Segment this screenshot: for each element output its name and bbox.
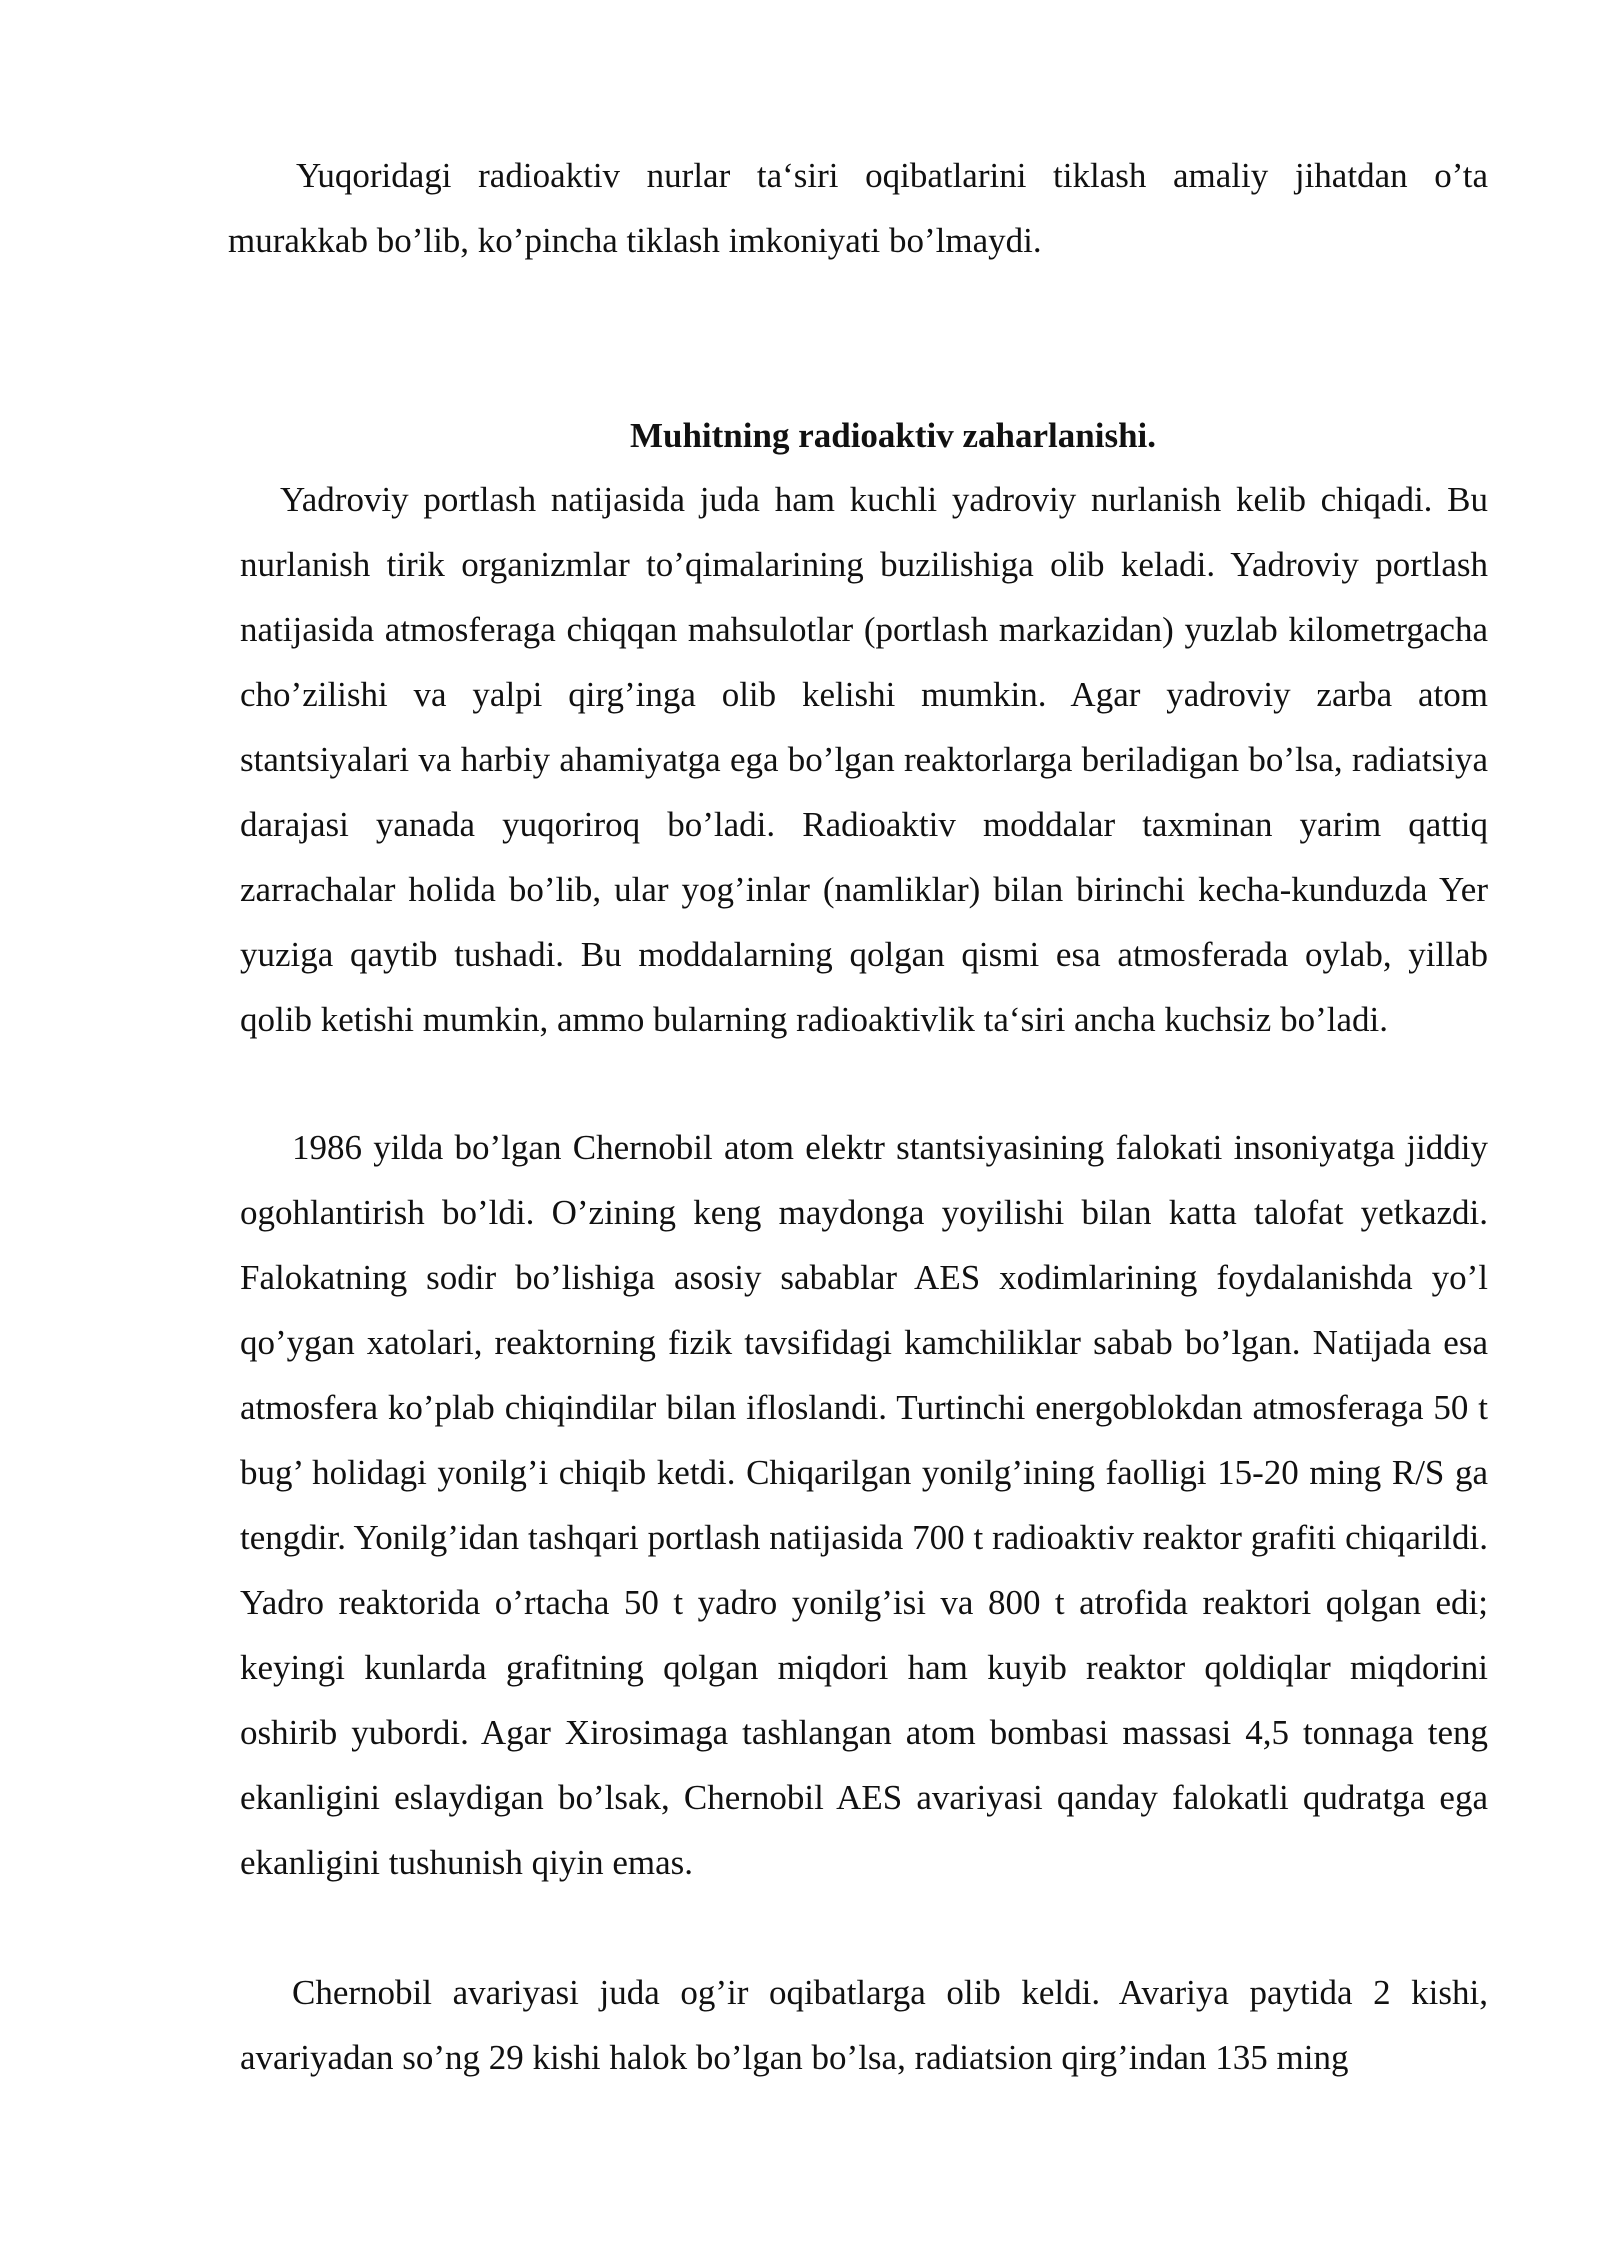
- paragraph-intro: Yuqoridagi radioaktiv nurlar ta‘siri oqibatlarini tiklash amaliy jihatdan o’ta murakkab bo’lib, ko’pincha tiklash imkoniyati bo’lmaydi.: [228, 156, 1488, 260]
- paragraph-chernobil-consequences: Chernobil avariyasi juda og’ir oqibatlarga olib keldi. Avariya paytida 2 kishi, avariyadan so’ng 29 kishi halok bo’lgan bo’lsa, radiatsion qirg’indan 135 ming: [240, 1973, 1488, 2077]
- section-heading: Muhitning radioaktiv zaharlanishi.: [629, 416, 1157, 455]
- paragraph-chernobil-1986: 1986 yilda bo’lgan Chernobil atom elektr stantsiyasining falokati insoniyatga jiddiy ogohlantirish bo’ldi. O’zining keng maydonga yoyilishi bilan katta talofat yetkazdi. Falokatning sodir bo’lishiga asosiy sabablar AES xodimlarining foydalanishda yo’l qo’ygan xatolari, reaktorning fizik tavsifidagi kamchiliklar sabab bo’lgan. Natijada esa atmosfera ko’plab chiqindilar bilan ifloslandi. Turtinchi energoblokdan atmosferaga 50 t bug’ holidagi yonilg’i chiqib ketdi. Chiqarilgan yonilg’ining faolligi 15-20 ming R/S ga tengdir. Yonilg’idan tashqari portlash natijasida 700 t radioaktiv reaktor grafiti chiqarildi. Yadro reaktorida o’rtacha 50 t yadro yonilg’isi va 800 t atrofida reaktori qolgan edi; keyingi kunlarda grafitning qolgan miqdori ham kuyib reaktor qoldiqlar miqdorini oshirib yubordi. Agar Xirosimaga tashlangan atom bombasi massasi 4,5 tonnaga teng ekanligini eslaydigan bo’lsak, Chernobil AES avariyasi qanday falokatli qudratga ega ekanligini tushunish qiyin emas.: [240, 1128, 1488, 1882]
- paragraph-nuclear-explosion: Yadroviy portlash natijasida juda ham kuchli yadroviy nurlanish kelib chiqadi. Bu nurlanish tirik organizmlar to’qimalarining buzilishiga olib keladi. Yadroviy portlash natijasida atmosferaga chiqqan mahsulotlar (portlash markazidan) yuzlab kilometrgacha cho’zilishi va yalpi qirg’inga olib kelishi mumkin. Agar yadroviy zarba atom stantsiyalari va harbiy ahamiyatga ega bo’lgan reaktorlarga beriladigan bo’lsa, radiatsiya darajasi yanada yuqoriroq bo’ladi. Radioaktiv moddalar taxminan yarim qattiq zarrachalar holida bo’lib, ular yog’inlar (namliklar) bilan birinchi kecha-kunduzda Yer yuziga qaytib tushadi. Bu moddalarning qolgan qismi esa atmosferada oylab, yillab qolib ketishi mumkin, ammo bularning radioaktivlik ta‘siri ancha kuchsiz bo’ladi.: [240, 480, 1488, 1039]
